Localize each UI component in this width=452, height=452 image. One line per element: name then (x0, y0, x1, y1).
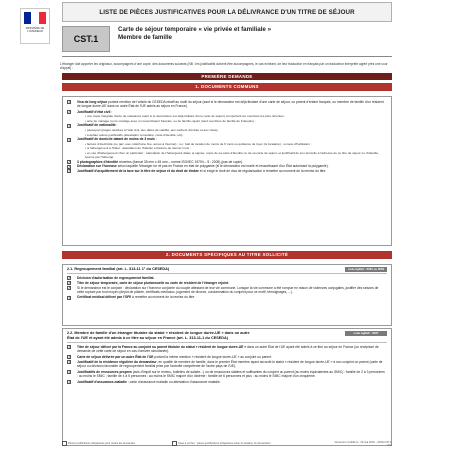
checklist-item: Justificatifs de ressources propres (avis d'impôt sur le revenu, bulletins de salaire...) ou de ressources stables et suffisantes du conjoint ou parent (au moins équivalentes au SMIC) : famille de 2 à 3 personnes : au moins le SMIC ; famille de 4 à 5 personnes : au moins le SMIC majoré d'un dixième ; famille de 6 personnes et plus : au moins le SMIC majoré d'un cinquième. (77, 370, 385, 379)
checkbox-legend-icon (172, 441, 177, 446)
header-divider (62, 56, 392, 57)
checklist-item: Certificat médical délivré par l'OFII à remettre au moment de la remise du titre. (77, 295, 196, 300)
heading-line-2: État de l'UE et ayant été admis à ce titre au séjour en France (art. L. 313-11-1 du CESEDA) (67, 336, 229, 340)
checklist-item: 3 photographies d'identité récentes (format 35 mm x 45 mm – norme ISO/IEC 19794 – 5 : 2005) (pas de copie). (77, 159, 244, 164)
code-tag: code AgDeF : 0001 ou 0052 (345, 267, 387, 272)
divider (67, 273, 387, 274)
family-reunification-section (62, 264, 392, 326)
form-code: CST.1 (62, 26, 110, 52)
form-subtitle (118, 26, 388, 42)
checkbox[interactable]: ✓ (68, 360, 71, 365)
ministry-logo (20, 8, 50, 44)
page-footer (62, 440, 392, 450)
subtitle-line-2: Membre de famille (118, 34, 172, 41)
checklist-subitem: • facture d'électricité (ou gaz, eau, téléphone fixe, accès à Internet) ; ou : bail de location de moins de 6 mois ou quittance de loyer (si locataire) ; ou taxe d'habitation ; (85, 141, 312, 146)
checklist-item: Justificatif d'assurance-maladie : carte d'assurance maladie ou attestation d'assurance maladie. (77, 380, 221, 384)
legend-optional: Case à cocher : pièces justificatives obligatoires selon la situation du demandeur (172, 441, 322, 446)
checklist-subitem: • si hébergement à l'hôtel : attestation de l'hôtelier et facture du dernier mois ; (85, 146, 191, 151)
checkbox[interactable]: ✓ (68, 160, 71, 164)
checkbox[interactable]: ✓ (68, 169, 71, 174)
checklist-subitem: • à défaut autres justificatifs (attestation consulaire, carte d'identité, etc). (85, 132, 184, 137)
checklist-item: Visa de long séjour portant mention de l'article du CESEDA relatif au motif du séjour (sauf si le demandeur est déjà titulaire d'une carte de séjour, ou parent d'enfant français, ou membre de famille d'un résident de longue durée-UE dans un autre État de l'UE admis au séjour en France). (77, 100, 384, 109)
checklist-item: Déclaration sur l'honneur selon laquelle l'étranger ne vit pas en France en état de polygamie (si le demandeur est marié et ressortissant d'un État autorisant la polygamie). (77, 164, 329, 169)
checklist-subitem: • acte de mariage (ou le mariage avec un ressortissant français, ou de famille rejoint (sauf membres de famille de Français) ; (85, 118, 256, 123)
code-tag: code AgDeF : 0027 (345, 331, 387, 336)
legend-mandatory: Pièces justificatives obligatoires pour toutes les demandes (62, 441, 172, 446)
heading-line-1: 2.2. Membre de famille d'un étranger titulaire du statut « résident de longue durée-UE » dans un autre (67, 331, 250, 335)
checkbox[interactable]: ✓ (68, 295, 71, 300)
checklist-item: Justificatif de la résidence régulière du demandeur, en qualité de membre de famille, dans le premier État membre ayant accordé le statut « résident de longue durée-UE » à son conjoint ou parent (carte de séjour ou décision favorable de regroupement familial prise par l'autorité compétente de l'autre pays de l'UE). (77, 360, 383, 369)
checklist-item: Décision d'autorisation de regroupement familial. (77, 276, 155, 280)
checklist-item: Justificatif de nationalité : (77, 123, 118, 128)
checkbox[interactable]: ✓ (68, 345, 71, 350)
document-reference: Document modifié le : 29 mai 2015 – MOD-CST1-A01 (334, 441, 392, 448)
checklist-item: Titre de séjour délivré par la France au conjoint ou parent titulaire du statut « résident de longue durée-UE » dans un autre État de l'UE ayant été admis à ce titre au séjour en France (ou récépissé de demande de cette carte de séjour en cas d'arrivée simultanée). (77, 345, 379, 354)
checkbox-legend-icon (62, 441, 67, 446)
checkbox[interactable]: ✓ (68, 164, 71, 169)
document-header (25, 2, 392, 60)
ministry-name: MINISTÈRE DE L'INTÉRIEUR (25, 27, 45, 33)
checkbox[interactable]: ✓ (68, 370, 71, 375)
checkbox[interactable]: ✓ (68, 355, 71, 360)
page-title: LISTE DE PIÈCES JUSTIFICATIVES POUR LA DÉLIVRANCE D'UN TITRE DE SÉJOUR (62, 2, 392, 22)
checkbox[interactable]: ✓ (68, 281, 71, 286)
checklist-item: Justificatif de domicile datant de moins de 3 mois : (77, 137, 157, 142)
long-term-resident-family-section (62, 328, 392, 446)
checklist-item: Justificatif d'acquittement de la taxe sur le titre de séjour et du droit de timbre et si exigé le droit de visa de régularisation à remettre au moment de la remise du titre. (77, 168, 327, 173)
checkbox[interactable]: ✓ (68, 276, 71, 281)
checklist-item: Justificatif d'état civil : (77, 109, 113, 114)
checkbox[interactable]: ✓ (68, 100, 71, 105)
checklist-subitem: • passeport (pages relatives à l'état civil, aux dates de validité, aux cachets d'entrée et aux visas) ; (85, 128, 220, 132)
checklist-item: Titre de séjour temporaire, carte de séjour pluriannuelle ou carte de résident de l'étranger rejoint. (77, 280, 230, 285)
checklist-subitem: • une copie intégrale d'acte de naissance (sauf si le demandeur est déjà titulaire d'une carte de séjour) comportant les mentions les plus récentes ; (85, 114, 286, 119)
checkbox[interactable]: ✓ (68, 380, 71, 385)
intro-text: L'étranger doit apporter les originaux, accompagnés d'une copie, des documents suivants (NB : les justificatifs doivent être accompagnés, le cas échéant, de leur traduction en français par un traducteur interprète agréé près une cour d'appel) : (60, 62, 388, 71)
checklist-item: Carte de séjour délivrée par un autre État de l'UE portant la même mention « résident de longue durée-UE » au conjoint ou parent. (77, 355, 273, 359)
section-heading: 2.1. Regroupement familial (art. L. 313-11 1° du CESEDA) (67, 267, 170, 271)
checkbox[interactable]: ✓ (68, 123, 71, 128)
band-specific-documents: 2. DOCUMENTS SPÉCIFIQUES AU TITRE SOLLICITÉ (62, 251, 392, 259)
checkbox[interactable]: ✓ (68, 137, 71, 142)
divider (67, 342, 387, 343)
subtitle-line-1: Carte de séjour temporaire « vie privée et familiale » (118, 26, 272, 33)
flag-icon (24, 12, 46, 24)
checkbox[interactable]: ✓ (68, 286, 71, 290)
band-first-request: PREMIÈRE DEMANDE (62, 73, 392, 80)
section-heading (67, 331, 337, 341)
checklist-item: Si le demandeur est le conjoint : déclaration sur l'honneur conjointe du couple attestant de leur vie commune. Lorsque la vie commune a été rompue en raison de violences conjugales, justifier des raisons de cette rupture par tout moyen (dépôt de plainte, certificats médicaux, jugement de divorce, condamnation du conjoint pour ce motif, témoignages, ...). (77, 285, 379, 294)
common-documents-section (62, 96, 392, 246)
band-common-documents: 1. DOCUMENTS COMMUNS (62, 83, 392, 91)
checklist-subitem: • en cas d'hébergement chez un particulier : attestation de l'hébergeant datée et signée, copie de sa carte d'identité ou de sa carte de séjour, et justificatif de son domicile à l'adresse de ce titre de séjour ou d'identité, fournie par l'hébergé. (85, 151, 379, 160)
checkbox[interactable]: ✓ (68, 110, 71, 114)
